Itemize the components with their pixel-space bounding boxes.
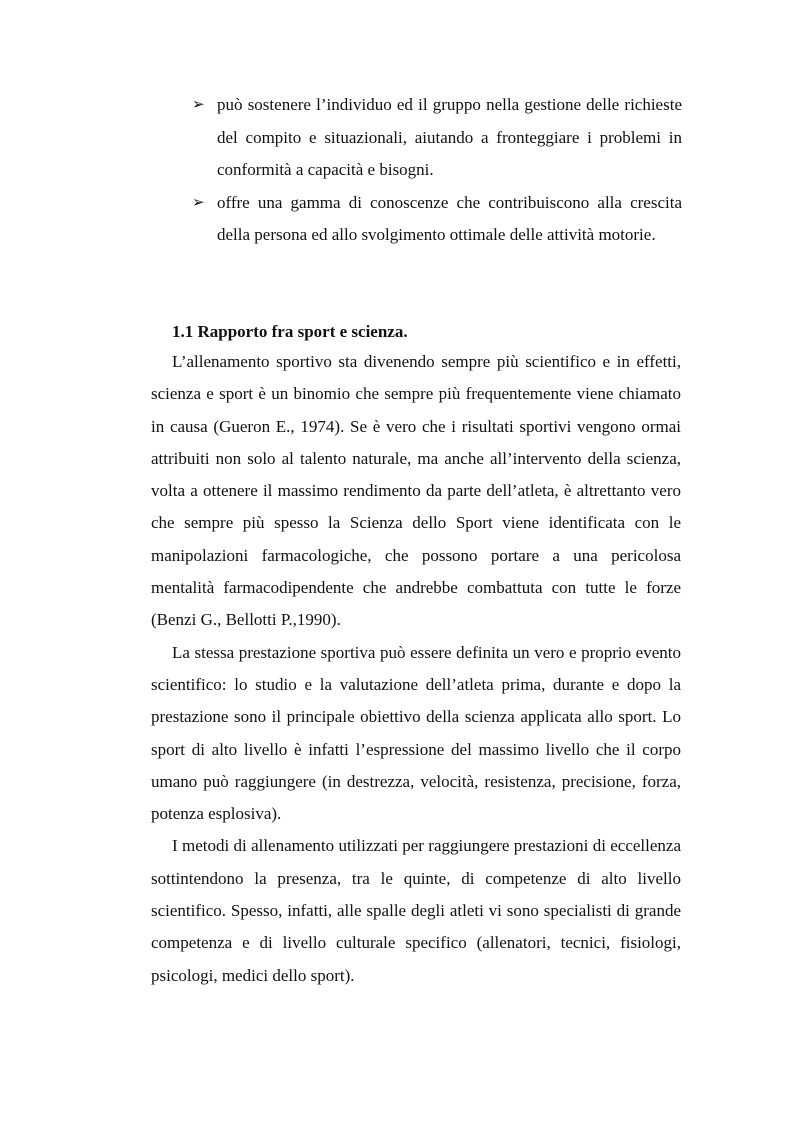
paragraph: La stessa prestazione sportiva può essere definita un vero e proprio evento scientifico: lo studio e la valutazione dell’atleta prima, durante e dopo la prestazione sono il principale obiettivo della scienza applicata allo sport. Lo sport di alto livello è infatti l’espressione del massimo livello che il corpo umano può raggiungere (in destrezza, velocità, resistenza, precisione, forza, potenza esplosiva).	[151, 642, 681, 824]
arrow-bullet-icon: ➢	[192, 194, 205, 211]
paragraph: I metodi di allenamento utilizzati per raggiungere prestazioni di eccellenza sottintendono la presenza, tra le quinte, di competenze di alto livello scientifico. Spesso, infatti, alle spalle degli atleti vi sono specialisti di grande competenza e di livello culturale specifico (allenatori, tecnici, fisiologi, psicologi, medici dello sport).	[151, 836, 681, 985]
bullet-list	[190, 89, 682, 252]
bullet-text: offre una gamma di conoscenze che contribuiscono alla crescita della persona ed allo svolgimento ottimale delle attività motorie.	[217, 192, 682, 244]
bullet-item	[190, 89, 682, 187]
paragraph: L’allenamento sportivo sta divenendo sempre più scientifico e in effetti, scienza e sport è un binomio che sempre più frequentemente viene chiamato in causa (Gueron E., 1974). Se è vero che i risultati sportivi vengono ormai attribuiti non solo al talento naturale, ma anche all’intervento della scienza, volta a ottenere il massimo rendimento da parte dell’atleta, è altrettanto vero che sempre più spesso la Scienza dello Sport viene identificata con le manipolazioni farmacologiche, che possono portare a una pericolosa mentalità farmacodipendente che andrebbe combattuta con tutte le forze (Benzi G., Bellotti P.,1990).	[151, 352, 681, 630]
section-heading: 1.1 Rapporto fra sport e scienza.	[172, 322, 408, 341]
bullet-text: può sostenere l’individuo ed il gruppo nella gestione delle richieste del compito e situazionali, aiutando a fronteggiare i problemi in conformità a capacità e bisogni.	[217, 95, 682, 179]
section-body	[151, 346, 681, 992]
bullet-item	[190, 187, 682, 252]
arrow-bullet-icon: ➢	[192, 97, 205, 113]
